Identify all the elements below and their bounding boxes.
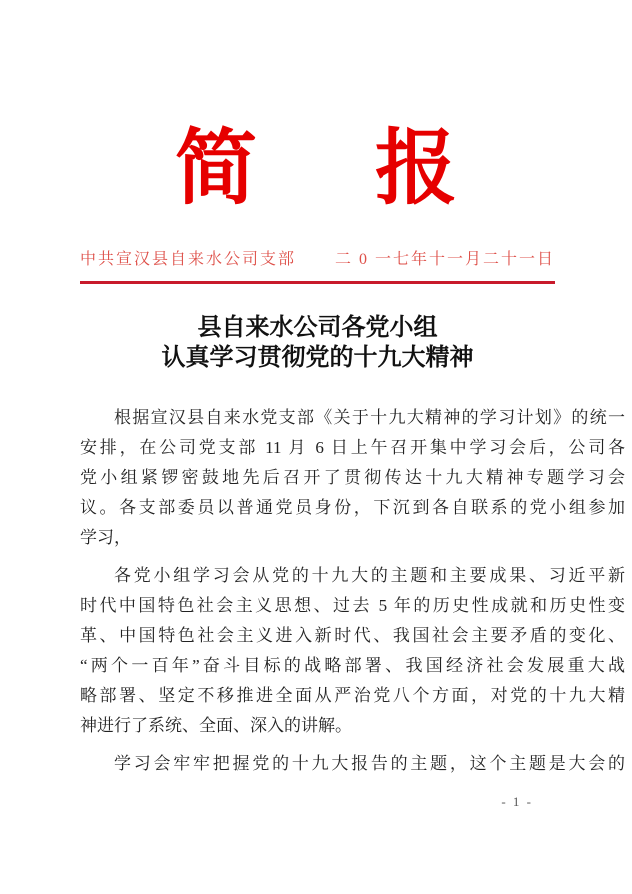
body-line: 各党小组学习会从党的十九大的主题和主要成果、习近平新 bbox=[114, 566, 625, 585]
red-divider-line bbox=[80, 281, 555, 284]
body-line: 神进行了系统、全面、深入的讲解。 bbox=[80, 716, 352, 735]
body-line: 安排，在公司党支部 11 月 6 日上午召开集中学习会后，公司各 bbox=[80, 438, 625, 457]
body-line: 根据宣汉县自来水党支部《关于十九大精神的学习计划》的统一 bbox=[114, 408, 625, 427]
paragraph bbox=[80, 749, 625, 779]
paragraph bbox=[80, 403, 625, 553]
body-line: 党小组紧锣密鼓地先后召开了贯彻传达十九大精神专题学习会 bbox=[80, 468, 625, 487]
banner-char-bao: 报 bbox=[375, 123, 458, 214]
body-line: 议。各支部委员以普通党员身份，下沉到各自联系的党小组参加 bbox=[80, 498, 625, 517]
title-line-2: 认真学习贯彻党的十九大精神 bbox=[161, 344, 474, 371]
banner-char-jian: 简 bbox=[174, 123, 257, 214]
body-line: 时代中国特色社会主义思想、过去 5 年的历史性成就和历史性变 bbox=[80, 596, 625, 615]
document-title bbox=[80, 313, 555, 373]
body-line: 学习， bbox=[80, 528, 131, 547]
issuing-org: 中共宣汉县自来水公司支部 bbox=[80, 251, 297, 268]
body-line: 革、中国特色社会主义进入新时代、我国社会主要矛盾的变化、 bbox=[80, 626, 625, 645]
body-content bbox=[80, 403, 625, 779]
page-number: - 1 - bbox=[501, 794, 533, 809]
issue-date: 二 0 一七年十一月二十一日 bbox=[334, 251, 555, 268]
body-line: 略部署、坚定不移推进全面从严治党八个方面，对党的十九大精 bbox=[80, 686, 625, 705]
paragraph bbox=[80, 561, 625, 741]
title-line-1: 县自来水公司各党小组 bbox=[197, 314, 438, 341]
bulletin-banner-title bbox=[0, 123, 632, 214]
header-meta-row bbox=[80, 250, 555, 270]
body-line: “两个一百年”奋斗目标的战略部署、我国经济社会发展重大战 bbox=[80, 656, 625, 675]
body-line: 学习会牢牢把握党的十九大报告的主题，这个主题是大会的 bbox=[114, 754, 625, 773]
